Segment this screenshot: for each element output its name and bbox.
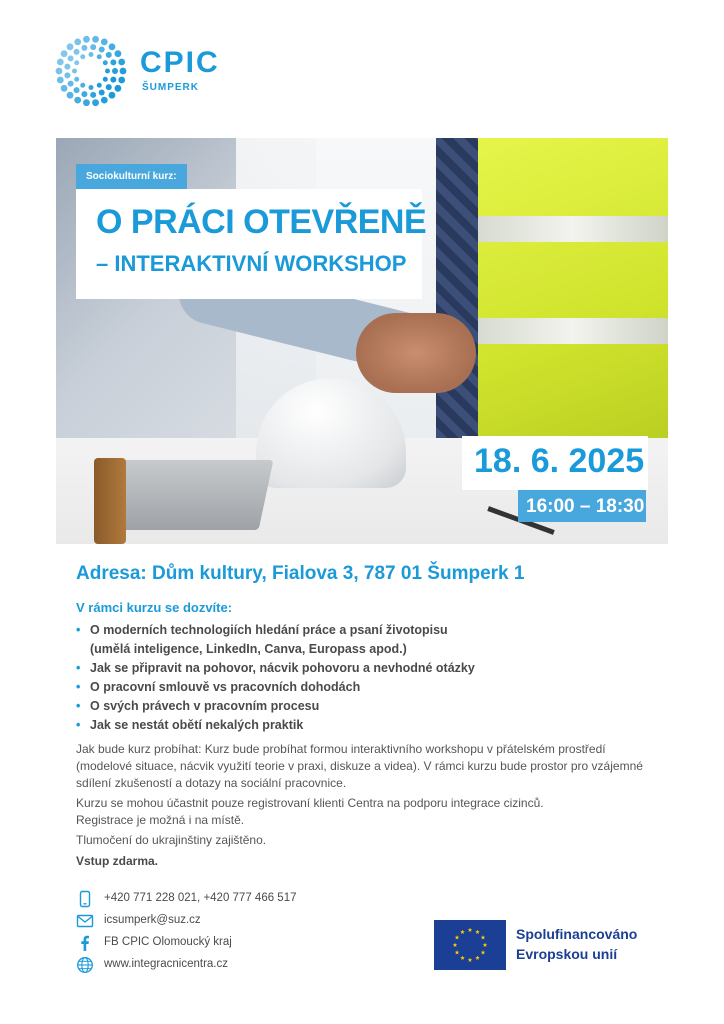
free-entry: Vstup zdarma. [76, 854, 159, 868]
title-box [76, 189, 427, 299]
time-box [518, 490, 646, 522]
list-item-line: O moderních technologiích hledání práce a psaní životopisu [90, 623, 448, 637]
facebook-link[interactable]: FB CPIC Olomoucký kraj [104, 936, 232, 948]
eu-line-2: Evropskou unií [516, 946, 618, 962]
title-line-1: O PRÁCI OTEVŘENĚ [96, 203, 427, 241]
event-time: 16:00 – 18:30 [526, 496, 645, 517]
globe-icon [76, 956, 94, 974]
registration-line-1: Kurzu se mohou účastnit pouze registrovaní klienti Centra na podporu integrace cizinců. [76, 796, 544, 810]
list-item: • Jak se připravit na pohovor, nácvik pohovoru a nevhodné otázky [76, 659, 676, 678]
eu-flag-icon [434, 920, 506, 970]
logo-name: CPIC [140, 46, 220, 79]
address: Adresa: Dům kultury, Fialova 3, 787 01 Šumperk 1 [76, 563, 525, 584]
learn-list [76, 621, 676, 735]
envelope-icon [76, 912, 94, 930]
eu-stars-icon [434, 920, 506, 970]
registration-info [76, 795, 656, 829]
email-link[interactable]: icsumperk@suz.cz [104, 914, 201, 926]
title-line-2: – INTERAKTIVNÍ WORKSHOP [96, 251, 407, 276]
list-item-line: (umělá inteligence, LinkedIn, Canva, Europass apod.) [90, 642, 407, 656]
list-item: • O svých právech v pracovním procesu [76, 697, 676, 716]
registration-line-2: Registrace je možná i na místě. [76, 813, 245, 827]
learn-heading: V rámci kurzu se dozvíte: [76, 600, 233, 615]
date-box [462, 436, 648, 490]
eu-line-1: Spolufinancováno [516, 926, 638, 942]
course-tag: Sociokulturní kurz: [76, 164, 187, 189]
facebook-icon [76, 934, 94, 952]
cpic-dots-icon [54, 34, 128, 108]
eu-cofunding-text [516, 924, 637, 964]
website-link[interactable]: www.integracnicentra.cz [104, 958, 228, 970]
logo-city: ŠUMPERK [142, 82, 200, 93]
list-item: • Jak se nestát obětí nekalých praktik [76, 716, 676, 735]
interpreting-info: Tlumočení do ukrajinštiny zajištěno. [76, 833, 267, 847]
cpic-logo [54, 34, 234, 108]
course-description: Jak bude kurz probíhat: Kurz bude probíhat formou interaktivního workshopu v přátelském prostředí (modelové situace, nácvik využití teorie v praxi, diskuze a videa). V rámci kurzu bude prostor pro vzájemné sdílení zkušeností a dotazy na sociální pracovnice. [76, 742, 643, 790]
phone-icon [76, 890, 94, 908]
event-date: 18. 6. 2025 [474, 442, 645, 480]
list-item [76, 621, 676, 659]
phone-text[interactable]: +420 771 228 021, +420 777 466 517 [104, 892, 297, 904]
list-item: • O pracovní smlouvě vs pracovních dohodách [76, 678, 676, 697]
